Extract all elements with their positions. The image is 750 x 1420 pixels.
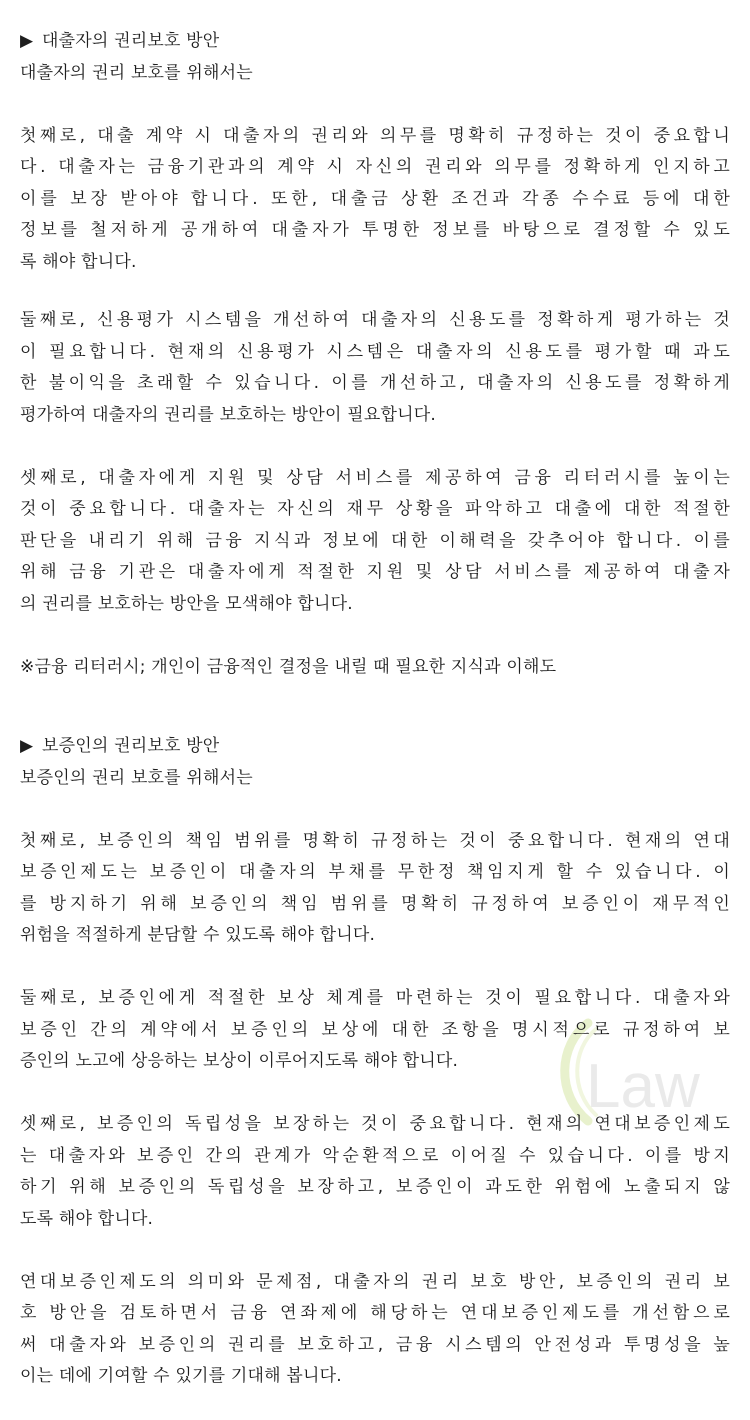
borrower-paragraph-3: 셋째로, 대출자에게 지원 및 상담 서비스를 제공하여 금융 리터러시를 높이는 것이 중요합니다. 대출자는 자신의 재무 상황을 파악하고 대출에 대한 적절한 판단을 내리기 위해 금융 지식과 정보에 대한 이해력을 갖추어야 합니다. 이를 위해 금융 기관은 대출자에게 적절한 지원 및 상담 서비스를 제공하여 대출자 의 권리를 보호하는 방안을 모색해야 합니다. — [20, 467, 734, 614]
borrower-paragraph-1: 첫째로, 대출 계약 시 대출자의 권리와 의무를 명확히 규정하는 것이 중요합니 다. 대출자는 금융기관과의 계약 시 자신의 권리와 의무를 정확하게 인지하고 이를 보장 받아야 합니다. 또한, 대출금 상환 조건과 각종 수수료 등에 대한 정보를 철저하게 공개하여 대출자가 투명한 정보를 바탕으로 결정할 수 있도 록 해야 합니다. — [20, 125, 734, 272]
guarantor-section-intro: 보증인의 권리 보호를 위해서는 — [20, 767, 253, 788]
guarantor-paragraph-2: 둘째로, 보증인에게 적절한 보상 체계를 마련하는 것이 필요합니다. 대출자와 보증인 간의 계약에서 보증인의 보상에 대한 조항을 명시적으로 규정하여 보 증인의 노고에 상응하는 보상이 이루어지도록 해야 합니다. — [20, 988, 734, 1071]
document-body — [20, 26, 734, 1393]
borrower-section-intro: 대출자의 권리 보호를 위해서는 — [20, 62, 253, 83]
triangle-marker-icon: ▶ — [20, 31, 34, 51]
borrower-paragraph-2: 둘째로, 신용평가 시스템을 개선하여 대출자의 신용도를 정확하게 평가하는 것 이 필요합니다. 현재의 신용평가 시스템은 대출자의 신용도를 평가할 때 과도 한 불이익을 초래할 수 있습니다. 이를 개선하고, 대출자의 신용도를 정확하게 평가하여 대출자의 권리를 보호하는 방안이 필요합니다. — [20, 310, 734, 425]
triangle-marker-icon: ▶ — [20, 736, 34, 756]
guarantor-paragraph-1: 첫째로, 보증인의 책임 범위를 명확히 규정하는 것이 중요합니다. 현재의 연대 보증인제도는 보증인이 대출자의 부채를 무한정 책임지게 할 수 있습니다. 이 를 방지하기 위해 보증인의 책임 범위를 명확히 규정하여 보증인이 재무적인 위험을 적절하게 분담할 수 있도록 해야 합니다. — [20, 830, 734, 945]
guarantor-paragraph-3: 셋째로, 보증인의 독립성을 보장하는 것이 중요합니다. 현재의 연대보증인제도 는 대출자와 보증인 간의 관계가 악순환적으로 이어질 수 있습니다. 이를 방지 하기 위해 보증인의 독립성을 보장하고, 보증인이 과도한 위험에 노출되지 않 도록 해야 합니다. — [20, 1114, 734, 1229]
borrower-section-heading: ▶ 대출자의 권리보호 방안 — [20, 26, 730, 58]
financial-literacy-note: ※금융 리터러시; 개인이 금융적인 결정을 내릴 때 필요한 지식과 이해도 — [20, 656, 557, 677]
guarantor-section-heading: ▶ 보증인의 권리보호 방안 — [20, 731, 730, 763]
svg-text:Law: Law — [586, 1052, 700, 1121]
conclusion-paragraph: 연대보증인제도의 의미와 문제점, 대출자의 권리 보호 방안, 보증인의 권리 보 호 방안을 검토하면서 금융 연좌제에 해당하는 연대보증인제도를 개선함으로 써 대출자와 보증인의 권리를 보호하고, 금융 시스템의 안전성과 투명성을 높 이는 데에 기여할 수 있기를 기대해 봅니다. — [20, 1271, 734, 1386]
